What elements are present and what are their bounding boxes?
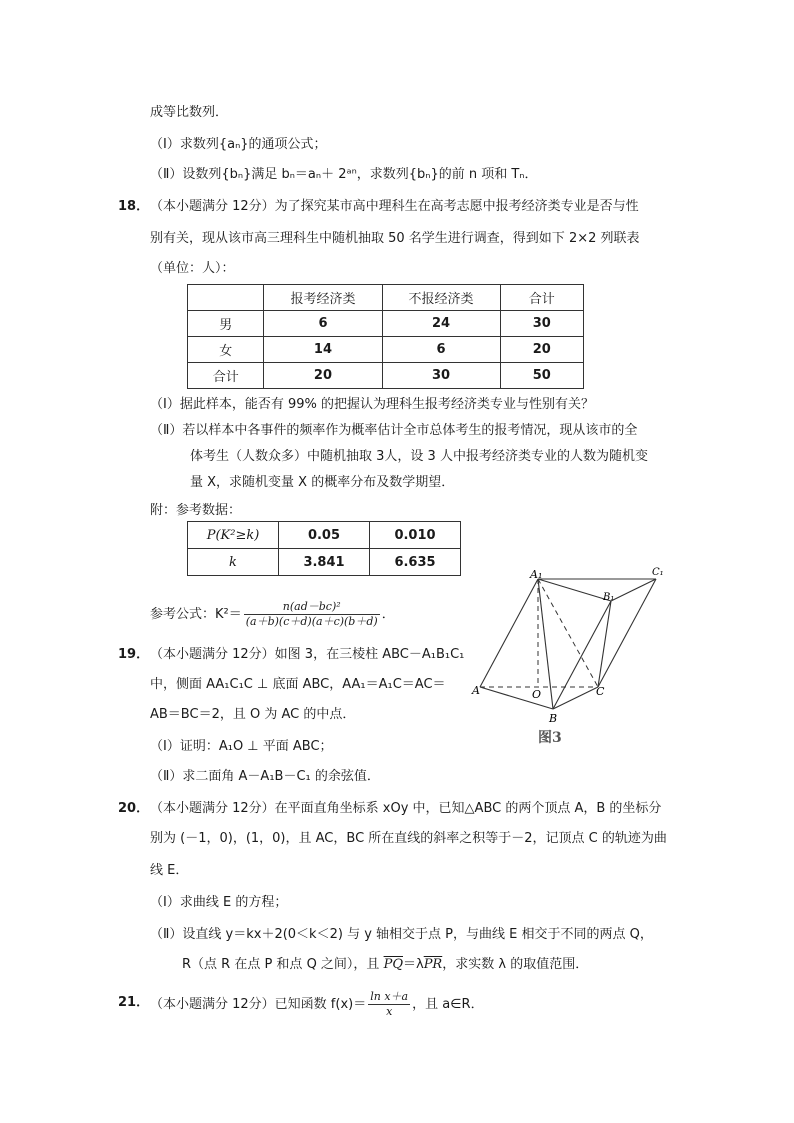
label-c: C xyxy=(596,685,605,698)
q20-text-segment: R（点 R 在点 P 和点 Q 之间），且 xyxy=(182,957,384,972)
table-cell: 男 xyxy=(188,311,264,337)
table-cell: 14 xyxy=(264,337,382,363)
formula-denominator: (a＋b)(c＋d)(a＋c)(b＋d) xyxy=(245,615,378,628)
q21-text xyxy=(150,990,484,1019)
q18-text-1: （本小题满分 12分）为了探究某市高中理科生在高考志愿中报考经济类专业是否与性 xyxy=(150,199,639,214)
q20-part-i: （Ⅰ）求曲线 E 的方程； xyxy=(150,895,288,910)
q21-fraction xyxy=(368,990,410,1019)
table-cell: 不报经济类 xyxy=(382,285,500,311)
q20-number: 20． xyxy=(118,801,150,816)
q18-part-ii-2: 体考生（人数众多）中随机抽取 3人，设 3 人中报考经济类专业的人数为随机变 xyxy=(190,449,648,464)
q20-part-ii-2 xyxy=(182,956,588,974)
q20-text-3: 线 E． xyxy=(150,863,189,878)
table-cell: 30 xyxy=(382,363,500,389)
table-cell: 50 xyxy=(500,363,583,389)
table-cell: 20 xyxy=(264,363,382,389)
table-row xyxy=(188,522,461,549)
label-a: A xyxy=(472,684,480,697)
q21-numerator: ln x＋a xyxy=(370,990,409,1003)
table-row xyxy=(188,285,584,311)
q18-part-ii-1: （Ⅱ）若以样本中各事件的频率作为概率估计全市总体考生的报考情况，现从该市的全 xyxy=(150,423,638,438)
q19-part-ii: （Ⅱ）求二面角 A－A₁B－C₁ 的余弦值． xyxy=(150,769,380,784)
q18-number: 18． xyxy=(118,199,150,214)
table-cell: 30 xyxy=(500,311,583,337)
table-cell: 女 xyxy=(188,337,264,363)
q19-number: 19． xyxy=(118,647,150,662)
table-cell: 合计 xyxy=(500,285,583,311)
table-row xyxy=(188,337,584,363)
reference-table xyxy=(187,521,461,576)
label-b1: B₁ xyxy=(603,592,615,603)
table-cell: 3.841 xyxy=(279,549,370,576)
q18-part-ii-3: 量 X，求随机变量 X 的概率分布及数学期望． xyxy=(190,475,455,490)
q21-number: 21． xyxy=(118,995,150,1010)
contingency-table xyxy=(187,284,584,389)
table-cell: P(K²≥k) xyxy=(188,522,279,549)
q18-text-2: 别有关，现从该市高三理科生中随机抽取 50 名学生进行调查，得到如下 2×2 列联表 xyxy=(150,231,640,246)
q17-continuation: 成等比数列． xyxy=(150,105,229,120)
table-cell: k xyxy=(188,549,279,576)
figure-caption: 图3 xyxy=(538,730,562,746)
formula-numerator: n(ad－bc)² xyxy=(282,600,341,613)
q19-part-i: （Ⅰ）证明：A₁O ⊥ 平面 ABC； xyxy=(150,739,333,754)
label-a1: A₁ xyxy=(530,568,543,581)
table-row xyxy=(188,363,584,389)
label-o: O xyxy=(532,688,542,701)
q20-part-ii-1: （Ⅱ）设直线 y＝kx＋2(0＜k＜2) 与 y 轴相交于点 P，与曲线 E 相交于不同的两点 Q， xyxy=(150,927,653,942)
table-cell: 24 xyxy=(382,311,500,337)
reference-data-label: 附：参考数据： xyxy=(150,503,242,518)
q17-part-i: （Ⅰ）求数列{aₙ}的通项公式； xyxy=(150,137,327,152)
table-cell: 6.635 xyxy=(370,549,461,576)
table-cell: 0.010 xyxy=(370,522,461,549)
table-cell: 20 xyxy=(500,337,583,363)
q20-text-segment: ，求实数 λ 的取值范围． xyxy=(442,957,589,972)
table-cell: 0.05 xyxy=(279,522,370,549)
q18-part-i: （Ⅰ）据此样本，能否有 99% 的把握认为理科生报考经济类专业与性别有关？ xyxy=(150,397,594,412)
table-row xyxy=(188,549,461,576)
table-cell: 6 xyxy=(264,311,382,337)
table-row xyxy=(188,311,584,337)
q19-text-3: AB＝BC＝2，且 O 为 AC 的中点． xyxy=(150,707,356,722)
q17-part-ii: （Ⅱ）设数列{bₙ}满足 bₙ＝aₙ＋ 2ᵃⁿ，求数列{bₙ}的前 n 项和 Tₙ． xyxy=(150,167,538,182)
table-cell: 报考经济类 xyxy=(264,285,382,311)
vector-pq: $\overline{PQ}$ xyxy=(383,957,403,972)
formula-end: ． xyxy=(381,607,395,622)
table-cell xyxy=(188,285,264,311)
q20-text-2: 别为 (－1，0)，(1，0)，且 AC，BC 所在直线的斜率之积等于－2，记顶点 C 的轨迹为曲 xyxy=(150,831,667,846)
q21-text-segment: ，且 a∈R． xyxy=(412,997,484,1012)
q21-denominator: x xyxy=(368,1004,410,1019)
q18-text-3: （单位：人）： xyxy=(150,261,235,276)
formula-fraction xyxy=(244,600,380,629)
q19-text-2: 中，侧面 AA₁C₁C ⊥ 底面 ABC，AA₁＝A₁C＝AC＝ xyxy=(150,677,446,692)
reference-formula xyxy=(150,600,395,629)
prism-figure xyxy=(468,564,678,754)
label-b: B xyxy=(549,712,558,725)
label-c1: C₁ xyxy=(652,567,664,578)
q20-text-1: （本小题满分 12分）在平面直角坐标系 xOy 中，已知△ABC 的两个顶点 A，B 的坐标分 xyxy=(150,801,662,816)
table-cell: 6 xyxy=(382,337,500,363)
vector-pr: $\overline{PR}$ xyxy=(423,957,443,972)
q20-eq: ＝λ xyxy=(402,957,424,972)
formula-label: 参考公式：K²＝ xyxy=(150,607,242,622)
table-cell: 合计 xyxy=(188,363,264,389)
q21-text-segment: （本小题满分 12分）已知函数 f(x)＝ xyxy=(150,997,367,1012)
q19-text-1: （本小题满分 12分）如图 3，在三棱柱 ABC－A₁B₁C₁ xyxy=(150,647,465,662)
